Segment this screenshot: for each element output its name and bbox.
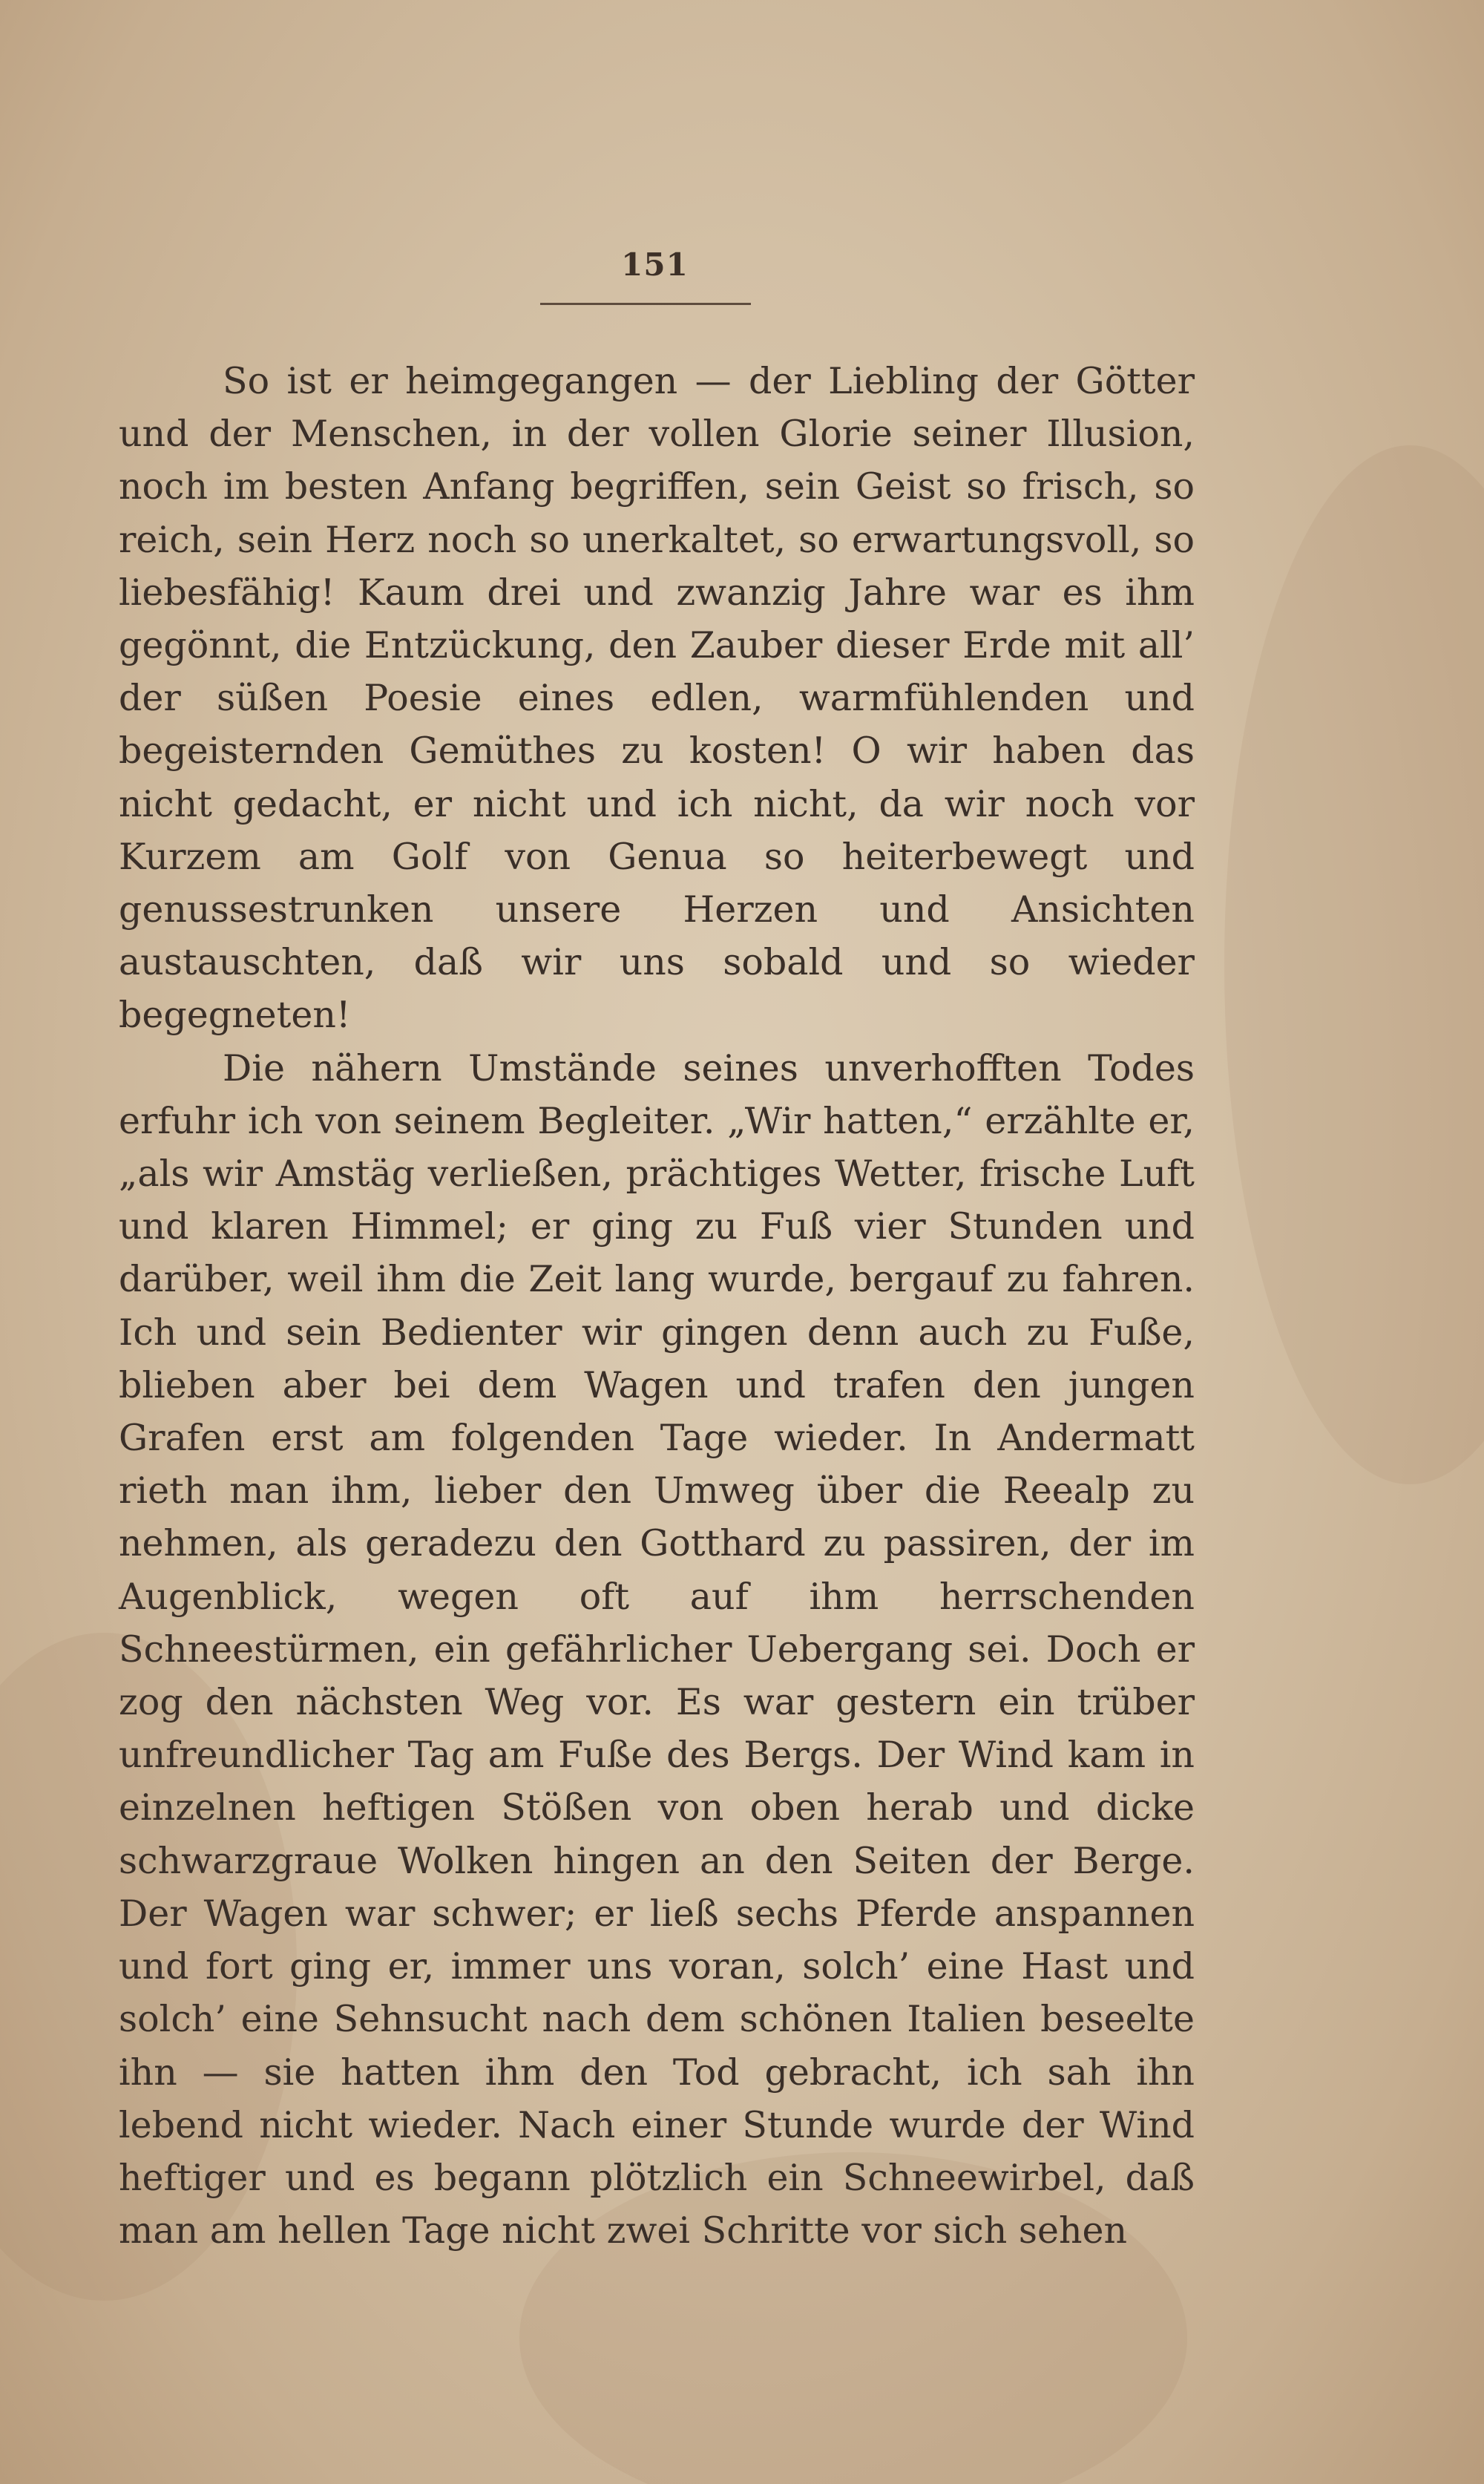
page-number: 151: [621, 246, 689, 283]
paragraph: So ist er heimgegangen — der Liebling der Götter und der Menschen, in der vollen Glorie seiner Illusion, noch im besten Anfang begriffen, sein Geist so frisch, so reich, sein Herz noch so unerkaltet, so erwartungsvoll, so liebesfähig! Kaum drei und zwanzig Jahre war es ihm gegönnt, die Entzückung, den Zauber dieser Erde mit all’ der süßen Poesie eines edlen, warmfühlenden und begeisternden Gemüthes zu kosten! O wir haben das nicht gedacht, er nicht und ich nicht, da wir noch vor Kurzem am Golf von Genua so heiterbewegt und genussestrunken unsere Herzen und Ansichten austauschten, daß wir uns sobald und so wieder begegneten!: [119, 360, 1195, 1037]
paragraph: Die nähern Umstände seines unverhofften Todes erfuhr ich von seinem Begleiter. „Wir hatten,“ erzählte er, „als wir Amstäg verließen, prächtiges Wetter, frische Luft und klaren Himmel; er ging zu Fuß vier Stunden und darüber, weil ihm die Zeit lang wurde, bergauf zu fahren. Ich und sein Bedienter wir gingen denn auch zu Fuße, blieben aber bei dem Wagen und trafen den jungen Grafen erst am folgenden Tage wieder. In Andermatt rieth man ihm, lieber den Umweg über die Reealp zu nehmen, als geradezu den Gotthard zu passiren, der im Augenblick, wegen oft auf ihm herrschenden Schneestürmen, ein gefährlicher Uebergang sei. Doch er zog den nächsten Weg vor. Es war gestern ein trüber unfreundlicher Tag am Fuße des Bergs. Der Wind kam in einzelnen heftigen Stößen von oben herab und dicke schwarzgraue Wolken hingen an den Seiten der Berge. Der Wagen war schwer; er ließ sechs Pferde anspannen und fort ging er, immer uns voran, solch’ eine Hast und solch’ eine Sehnsucht nach dem schönen Italien beseelte ihn — sie hatten ihm den Tod gebracht, ich sah ihn lebend nicht wieder. Nach einer Stunde wurde der Wind heftiger und es begann plötzlich ein Schneewirbel, daß man am hellen Tage nicht zwei Schritte vor sich sehen: [119, 1046, 1195, 2252]
body-text: [119, 355, 1195, 2257]
header-rule: [540, 303, 751, 305]
paper-stain: [1224, 445, 1484, 1484]
